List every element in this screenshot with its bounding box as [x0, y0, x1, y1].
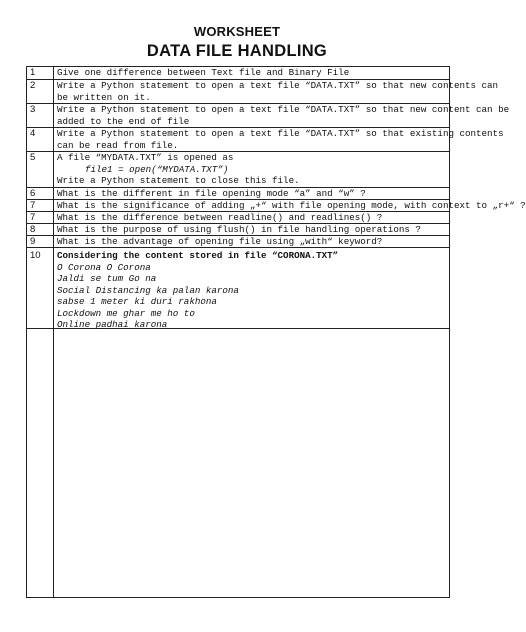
question-text: A file “MYDATA.TXT” is opened as file1 = open(“MYDATA.TXT”) Write a Python statement to close this file.: [57, 152, 445, 187]
question-row-2: [27, 80, 499, 104]
question-text: Write a Python statement to open a text file “DATA.TXT” so that new contents can be written on it.: [57, 80, 499, 103]
question-number: 6: [30, 188, 36, 199]
question-row-6: [27, 188, 449, 200]
question-number: 5: [30, 152, 36, 163]
poem-line: Jaldi se tum Go na: [57, 273, 157, 284]
question-number: 9: [30, 236, 36, 247]
question-text: What is the significance of adding „+“ with file opening mode, with context to „r+“ ?: [57, 200, 526, 211]
question-text: Give one difference between Text file and Binary File: [57, 67, 350, 78]
question-row-7b: [27, 212, 449, 224]
poem-line: O Corona O Corona: [57, 261, 151, 273]
worksheet-subtitle: DATA FILE HANDLING: [146, 42, 328, 60]
poem-line: Social Distancing ka palan karona: [57, 284, 239, 296]
question-number: 7: [30, 200, 36, 211]
question-text: What is the purpose of using flush() in file handling operations ?: [57, 224, 421, 235]
poem-line: Online padhai karona: [57, 319, 168, 330]
question-row-1: [27, 67, 449, 80]
question-table: [26, 66, 526, 598]
question-text: Write a Python statement to open a text file “DATA.TXT” so that new content can be added to the end of file: [57, 104, 510, 127]
question-number: 1: [30, 67, 36, 78]
question-number: 10: [30, 250, 41, 261]
question-heading: Considering the content stored in file “CORONA.TXT”: [57, 250, 339, 261]
poem-line: sabse 1 meter ki duri rakhona: [57, 296, 217, 307]
question-row-4: [27, 128, 504, 152]
poem-line: Lockdown me ghar me ho to: [57, 307, 195, 319]
question-row-5: [27, 152, 449, 188]
code-snippet: file1 = open(“MYDATA.TXT”): [85, 163, 229, 175]
question-number: 4: [30, 128, 36, 139]
question-row-3: [27, 104, 510, 128]
worksheet-title: WORKSHEET: [193, 24, 281, 39]
question-row-10: [27, 248, 449, 329]
question-text: What is the difference between readline() and readlines() ?: [57, 212, 383, 223]
question-number: 2: [30, 80, 36, 91]
question-number: 8: [30, 224, 36, 235]
question-row-7: [27, 200, 526, 212]
question-number: 3: [30, 104, 36, 115]
question-number: 7: [30, 212, 36, 223]
question-text: What is the different in file opening mode “a” and “w” ?: [57, 188, 366, 199]
question-row-8: [27, 224, 449, 236]
question-row-9: [27, 236, 449, 248]
question-text: [57, 250, 445, 331]
question-text: Write a Python statement to open a text file “DATA.TXT” so that existing contents can be read from file.: [57, 128, 504, 151]
question-text: What is the advantage of opening file using „with“ keyword?: [57, 236, 383, 247]
